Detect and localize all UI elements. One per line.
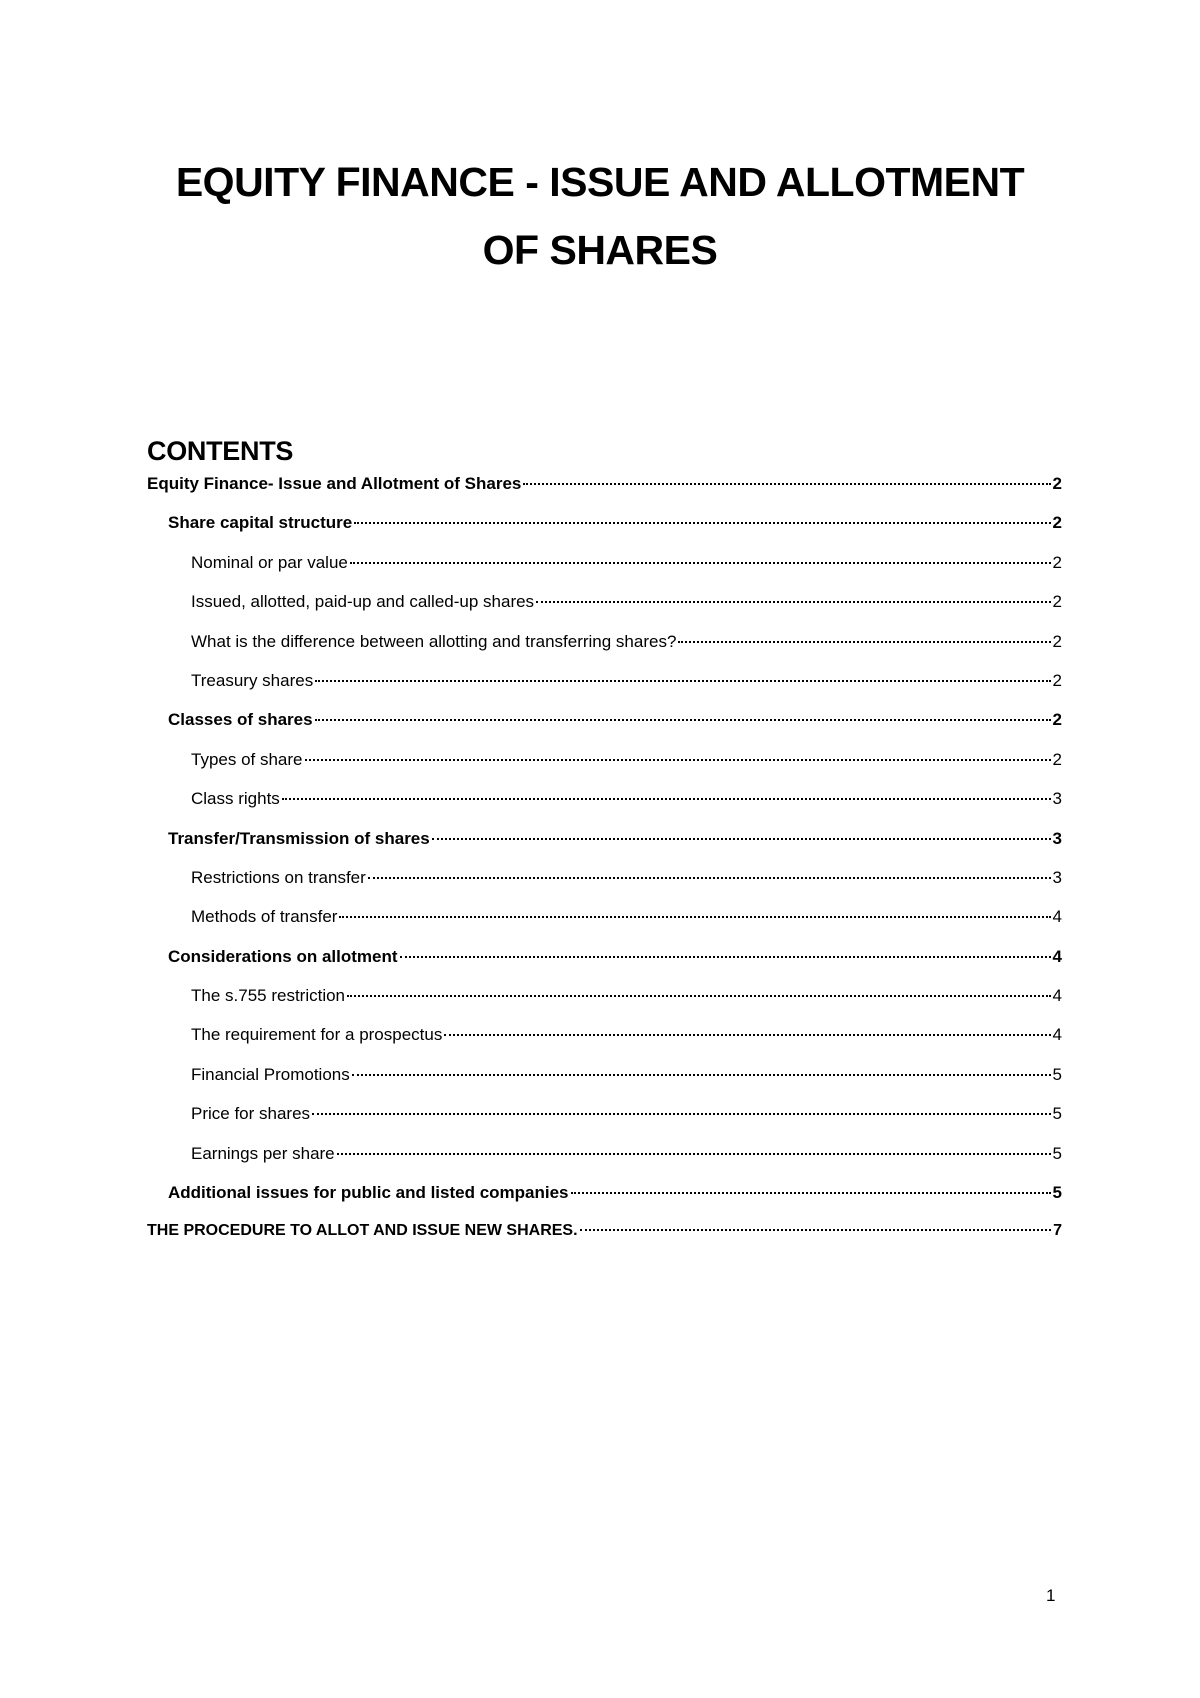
toc-entry-page: 4 <box>1052 907 1062 927</box>
toc-entry-page: 2 <box>1052 592 1062 612</box>
toc-entry[interactable] <box>147 553 1062 592</box>
toc-entry-page: 5 <box>1052 1143 1062 1163</box>
toc-entry-label: Methods of transfer <box>191 907 338 927</box>
toc-entry-label: The s.755 restriction <box>191 986 346 1006</box>
toc-entry[interactable] <box>147 513 1062 552</box>
toc-entry[interactable] <box>147 1104 1062 1143</box>
toc-entry[interactable] <box>147 1144 1062 1183</box>
toc-entry-page: 2 <box>1052 513 1062 533</box>
toc-entry[interactable] <box>147 592 1062 631</box>
toc-dot-leader <box>315 680 1050 682</box>
toc-dot-leader <box>368 877 1051 879</box>
toc-entry[interactable] <box>147 947 1062 986</box>
page-number: 1 <box>1046 1586 1056 1605</box>
toc-dot-leader <box>678 641 1050 643</box>
table-of-contents <box>147 474 1062 1262</box>
toc-entry[interactable] <box>147 868 1062 907</box>
toc-dot-leader <box>312 1113 1050 1115</box>
toc-dot-leader <box>305 759 1051 761</box>
document-title-line-2: OF SHARES <box>482 227 718 273</box>
toc-entry-label: THE PROCEDURE TO ALLOT AND ISSUE NEW SHARES. <box>147 1222 578 1240</box>
document-title <box>0 148 1200 284</box>
toc-dot-leader <box>400 956 1051 958</box>
toc-entry-page: 5 <box>1052 1104 1062 1124</box>
toc-dot-leader <box>571 1192 1051 1194</box>
toc-entry[interactable] <box>147 474 1062 513</box>
toc-entry[interactable] <box>147 1025 1062 1064</box>
toc-entry-label: What is the difference between allotting and transferring shares? <box>191 631 677 651</box>
toc-entry-page: 2 <box>1052 552 1062 572</box>
toc-entry-label: Class rights <box>191 789 280 809</box>
toc-entry-page: 2 <box>1052 474 1062 493</box>
toc-entry-label: Earnings per share <box>191 1143 335 1163</box>
toc-dot-leader <box>282 798 1051 800</box>
document-title-line-1: EQUITY FINANCE - ISSUE AND ALLOTMENT <box>175 159 1025 205</box>
toc-entry-page: 4 <box>1052 986 1062 1006</box>
toc-entry[interactable] <box>147 829 1062 868</box>
toc-dot-leader <box>347 995 1051 997</box>
toc-entry-page: 3 <box>1052 789 1062 809</box>
toc-entry-label: Price for shares <box>191 1104 311 1124</box>
toc-entry-label: Types of share <box>191 749 303 769</box>
toc-dot-leader <box>354 522 1050 524</box>
toc-entry-page: 3 <box>1052 828 1062 848</box>
toc-dot-leader <box>337 1153 1051 1155</box>
toc-entry-label: Nominal or par value <box>191 552 348 572</box>
toc-entry-label: Additional issues for public and listed companies <box>168 1183 569 1203</box>
toc-entry-label: Share capital structure <box>168 513 353 533</box>
toc-entry-page: 4 <box>1052 1025 1062 1045</box>
toc-entry-label: Treasury shares <box>191 670 314 690</box>
toc-entry[interactable] <box>147 1183 1062 1222</box>
toc-entry-label: Considerations on allotment <box>168 946 398 966</box>
toc-entry-label: Financial Promotions <box>191 1064 350 1084</box>
toc-entry[interactable] <box>147 1222 1062 1261</box>
toc-entry[interactable] <box>147 789 1062 828</box>
toc-dot-leader <box>352 1074 1051 1076</box>
toc-entry-page: 4 <box>1052 946 1062 966</box>
toc-dot-leader <box>536 601 1050 603</box>
toc-dot-leader <box>523 483 1050 485</box>
toc-entry[interactable] <box>147 986 1062 1025</box>
toc-entry-page: 2 <box>1052 631 1062 651</box>
toc-entry-label: Classes of shares <box>168 710 313 730</box>
toc-dot-leader <box>580 1229 1052 1231</box>
toc-entry[interactable] <box>147 1065 1062 1104</box>
toc-entry-label: Transfer/Transmission of shares <box>168 828 430 848</box>
toc-entry[interactable] <box>147 907 1062 946</box>
toc-entry-page: 5 <box>1052 1183 1062 1203</box>
toc-entry-label: The requirement for a prospectus <box>191 1025 443 1045</box>
toc-entry-label: Equity Finance- Issue and Allotment of Shares <box>147 474 522 493</box>
toc-dot-leader <box>432 838 1051 840</box>
toc-dot-leader <box>350 562 1051 564</box>
toc-entry[interactable] <box>147 632 1062 671</box>
toc-entry-label: Issued, allotted, paid-up and called-up shares <box>191 592 535 612</box>
toc-entry[interactable] <box>147 710 1062 749</box>
toc-dot-leader <box>444 1034 1050 1036</box>
toc-dot-leader <box>339 916 1050 918</box>
toc-entry-page: 2 <box>1052 749 1062 769</box>
toc-entry-page: 3 <box>1052 867 1062 887</box>
toc-entry-page: 2 <box>1052 710 1062 730</box>
toc-dot-leader <box>315 719 1051 721</box>
toc-entry-page: 2 <box>1052 670 1062 690</box>
toc-entry-page: 5 <box>1052 1064 1062 1084</box>
toc-entry[interactable] <box>147 671 1062 710</box>
contents-heading: CONTENTS <box>147 436 294 466</box>
toc-entry-page: 7 <box>1053 1222 1062 1240</box>
toc-entry-label: Restrictions on transfer <box>191 867 366 887</box>
toc-entry[interactable] <box>147 750 1062 789</box>
